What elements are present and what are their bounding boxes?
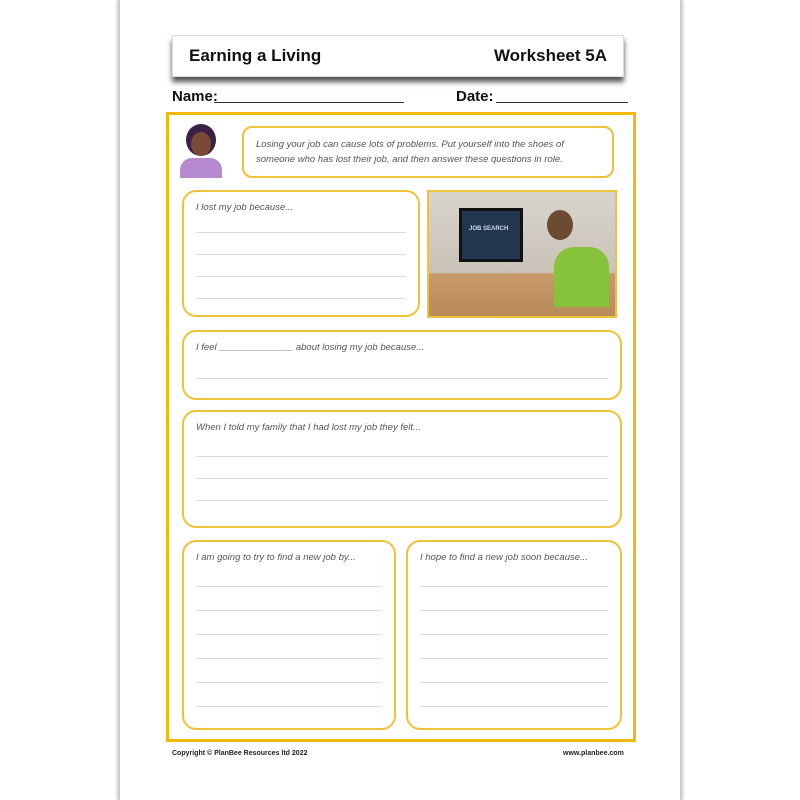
answer-box-lost-job[interactable] xyxy=(182,190,420,317)
prompt-hope: I hope to find a new job soon because... xyxy=(420,552,588,563)
date-field[interactable] xyxy=(496,102,628,103)
answer-box-family[interactable] xyxy=(182,410,622,528)
intro-speech-bubble: Losing your job can cause lots of problems. Put yourself into the shoes of someone who has lost their job, and then answer these questions in role. xyxy=(242,126,614,178)
job-search-photo: JOB SEARCH xyxy=(427,190,617,318)
name-field[interactable] xyxy=(214,102,404,103)
worksheet-title: Earning a Living xyxy=(189,46,322,65)
avatar xyxy=(180,124,222,178)
worksheet-number: Worksheet 5A xyxy=(493,46,607,65)
prompt-feel: I feel ______________ about losing my job because... xyxy=(196,342,425,353)
worksheet-header xyxy=(172,35,624,77)
prompt-family: When I told my family that I had lost my job they felt... xyxy=(196,422,421,433)
website-link[interactable]: www.planbee.com xyxy=(563,750,624,757)
answer-box-find-job[interactable] xyxy=(182,540,396,730)
answer-box-hope[interactable] xyxy=(406,540,622,730)
answer-box-feelings[interactable] xyxy=(182,330,622,400)
name-label: Name: xyxy=(172,88,218,105)
prompt-lost-job: I lost my job because... xyxy=(196,202,294,213)
copyright: Copyright © PlanBee Resources ltd 2022 xyxy=(172,750,308,757)
prompt-find-job: I am going to try to find a new job by... xyxy=(196,552,356,563)
date-label: Date: xyxy=(456,88,494,105)
